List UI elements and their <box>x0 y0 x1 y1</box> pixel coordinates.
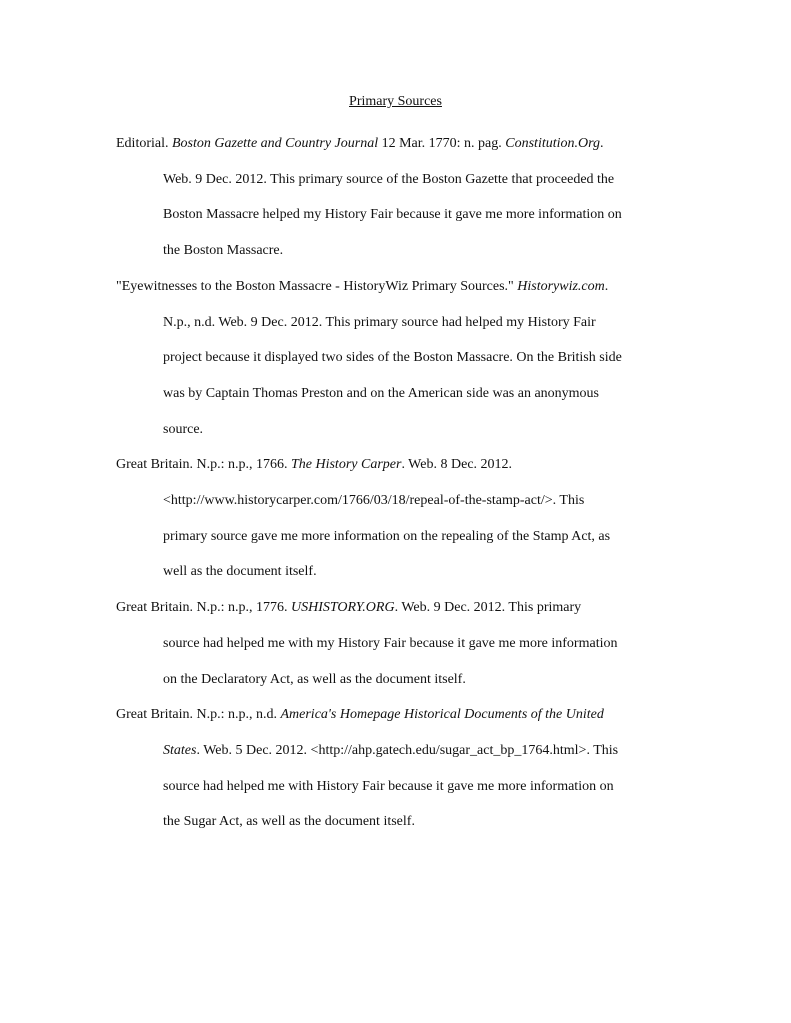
entry-text: was by Captain Thomas Preston and on the American side was an anonymous <box>163 385 599 401</box>
entry-text: . Web. 8 Dec. 2012. <box>401 457 513 473</box>
bibliography-entry <box>116 126 676 269</box>
entry-italic-title: America's Homepage Historical Documents of the United <box>280 707 604 723</box>
entry-text: on the Declaratory Act, as well as the document itself. <box>163 671 466 687</box>
entry-text: source. <box>163 421 204 437</box>
entry-italic-title: Boston Gazette and Country Journal <box>172 136 379 151</box>
entry-italic-title: States <box>163 742 197 758</box>
entry-text: N.p., n.d. Web. 9 Dec. 2012. This primary source had helped my History Fair <box>163 314 596 330</box>
entry-text: Great Britain. N.p.: n.p., n.d. <box>116 707 281 723</box>
entry-text: . Web. 9 Dec. 2012. This primary <box>394 600 582 616</box>
entry-text: well as the document itself. <box>163 564 317 580</box>
entry-text: "Eyewitnesses to the Boston Massacre - HistoryWiz Primary Sources." <box>116 278 518 294</box>
page-title <box>0 92 791 112</box>
entry-text: Great Britain. N.p.: n.p., 1766. <box>116 457 291 473</box>
entry-text: the Sugar Act, as well as the document itself. <box>163 814 415 830</box>
bibliography-entry <box>116 269 676 448</box>
entry-text: . <box>604 278 609 294</box>
entry-text: project because it displayed two sides of the Boston Massacre. On the British side <box>163 350 622 366</box>
entry-text: Boston Massacre helped my History Fair because it gave me more information on <box>163 207 622 223</box>
bibliography-entry <box>116 697 676 840</box>
entry-italic-title: Constitution.Org <box>505 136 601 151</box>
entry-text: Great Britain. N.p.: n.p., 1776. <box>116 600 291 616</box>
entry-text: 12 Mar. 1770: n. pag. <box>378 136 506 151</box>
page-title-text: Primary Sources <box>349 94 442 109</box>
entry-text: . <box>600 136 604 151</box>
entry-text: the Boston Massacre. <box>163 243 284 259</box>
bibliography-entry <box>116 590 676 697</box>
entry-italic-title: The History Carper <box>290 457 402 473</box>
entry-text: <http://www.historycarper.com/1766/03/18/repeal-of-the-stamp-act/>. This <box>163 493 585 509</box>
entry-text: Web. 9 Dec. 2012. This primary source of the Boston Gazette that proceeded the <box>163 171 615 187</box>
bibliography-entry <box>116 447 676 590</box>
entry-text: . Web. 5 Dec. 2012. <http://ahp.gatech.edu/sugar_act_bp_1764.html>. This <box>196 742 619 758</box>
bibliography-list <box>116 126 676 840</box>
entry-text: source had helped me with History Fair because it gave me more information on <box>163 778 614 794</box>
entry-italic-title: Historywiz.com <box>517 278 605 294</box>
entry-text: source had helped me with my History Fair because it gave me more information <box>163 635 618 651</box>
entry-text: primary source gave me more information on the repealing of the Stamp Act, as <box>163 528 611 544</box>
entry-text: Editorial. <box>116 136 172 151</box>
entry-italic-title: USHISTORY.ORG <box>290 600 395 616</box>
